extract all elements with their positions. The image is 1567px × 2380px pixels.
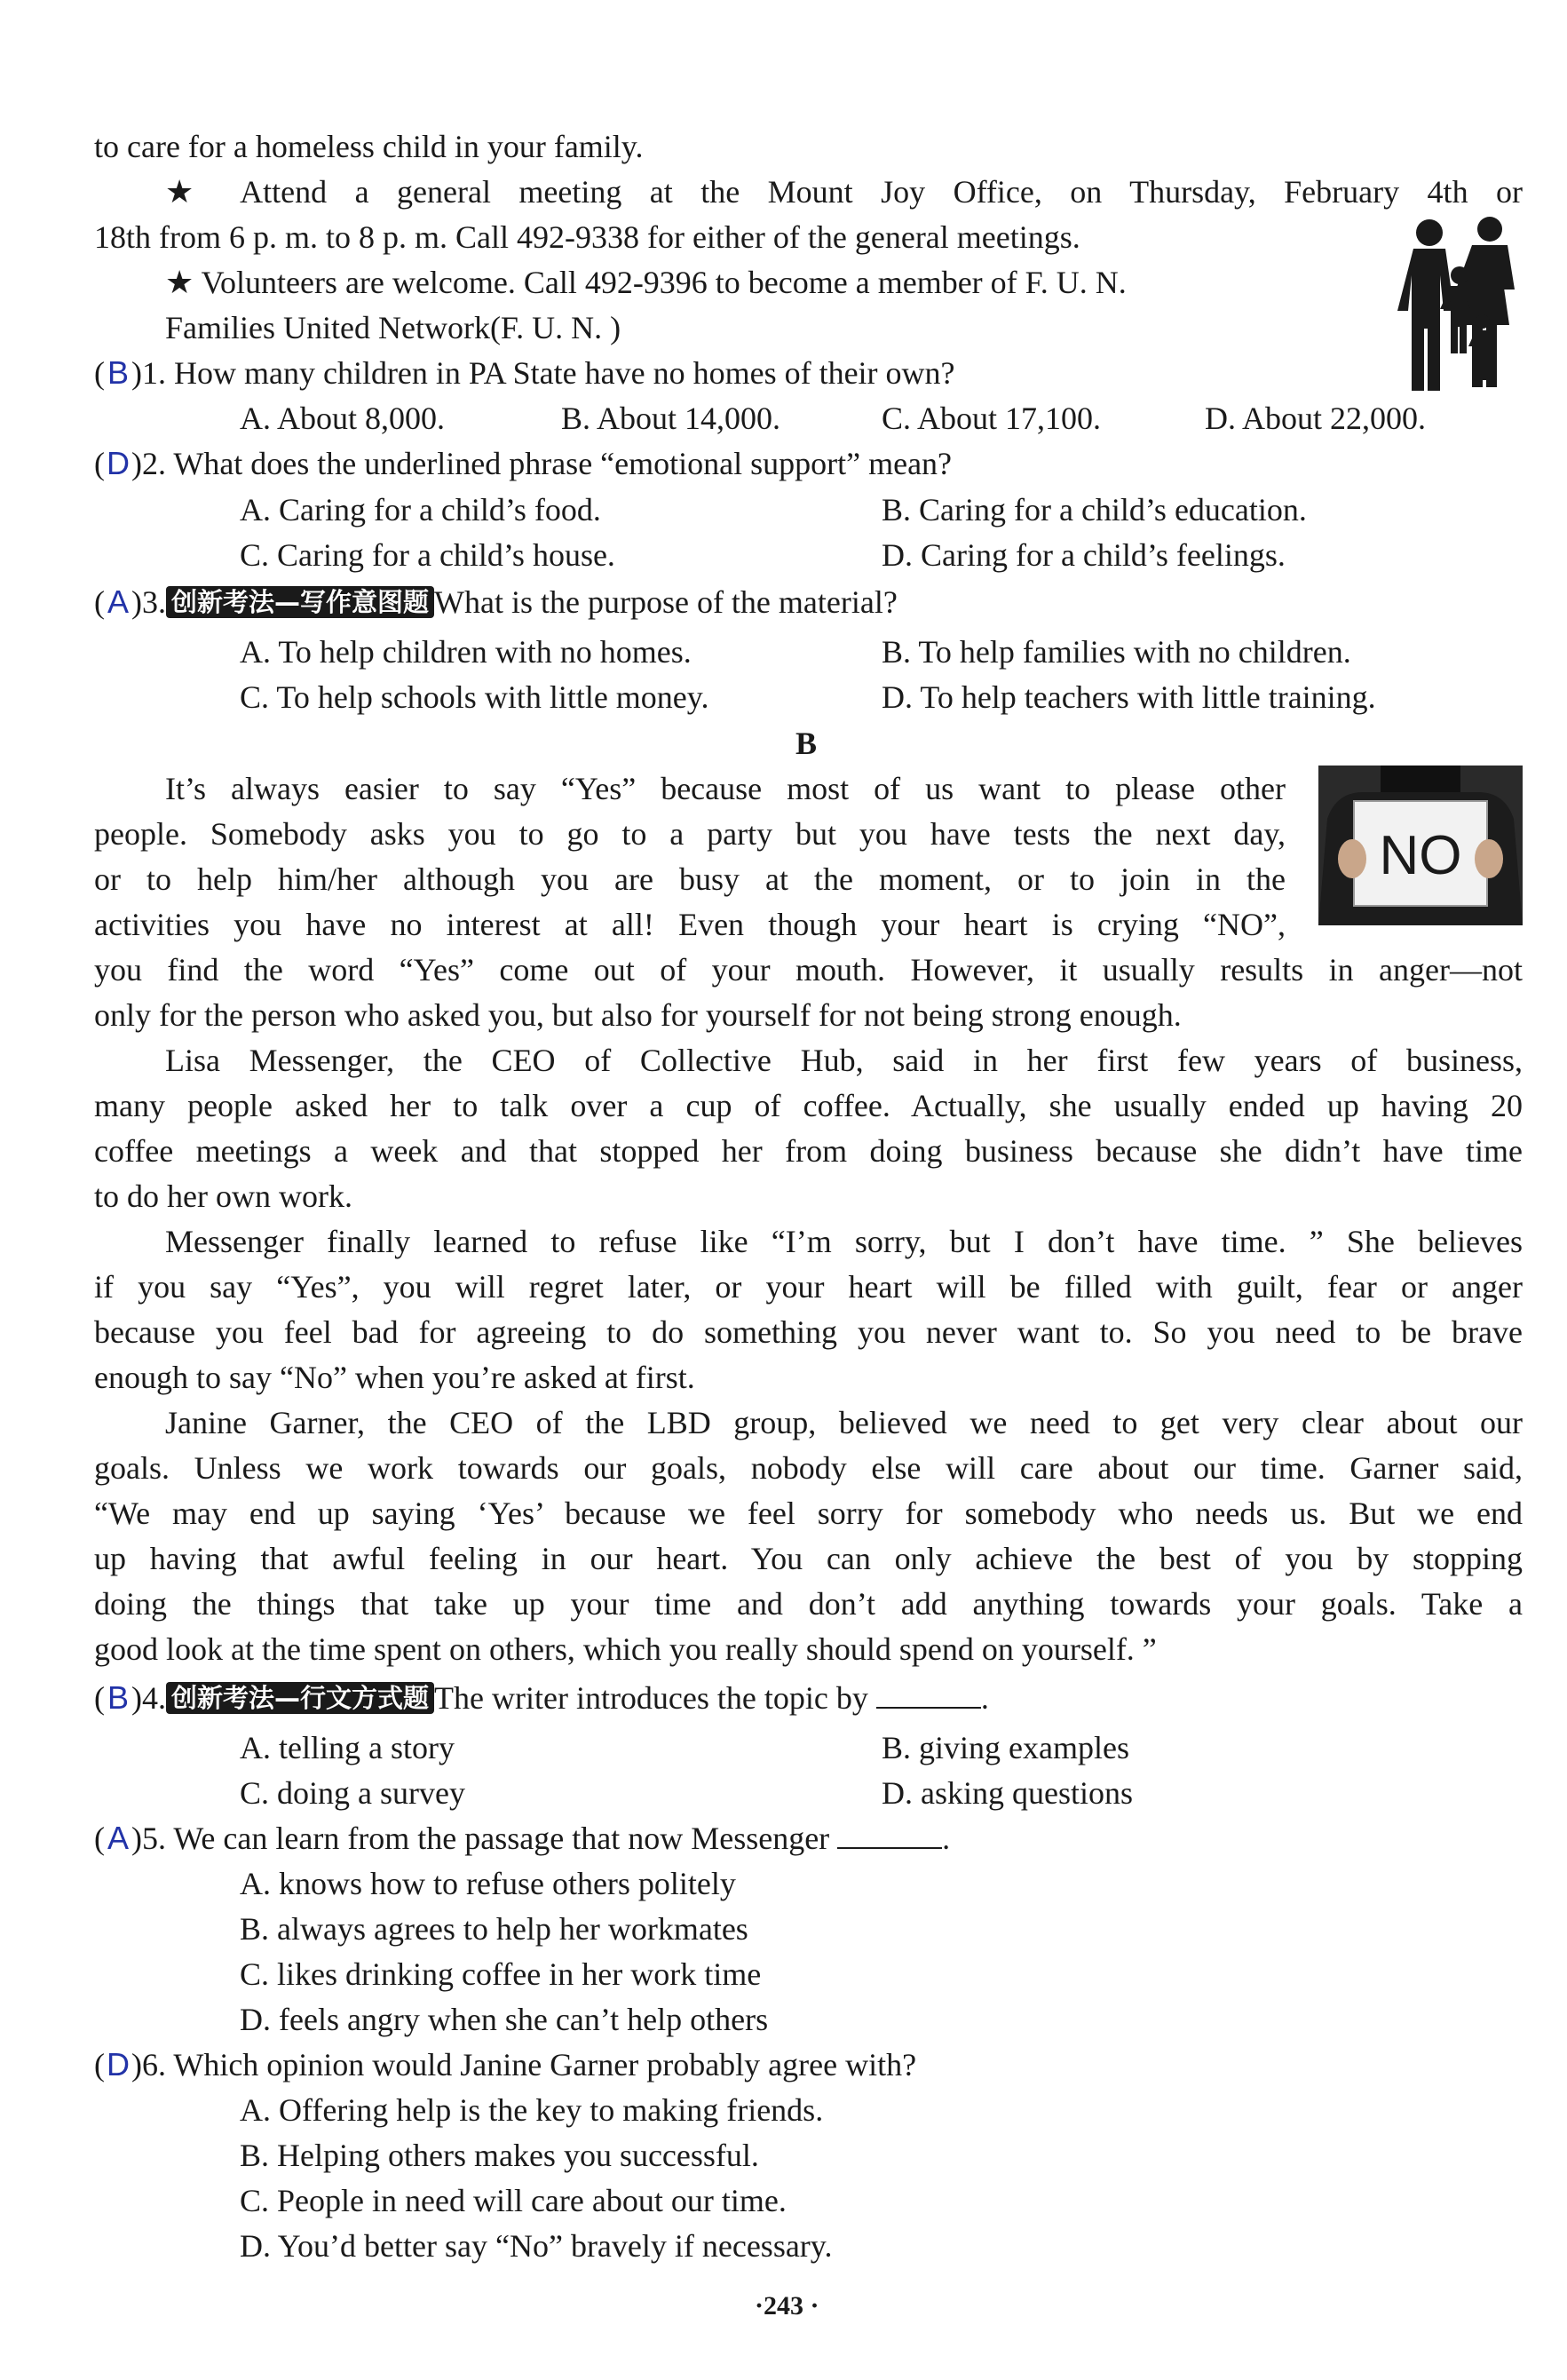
answer-blank: [876, 1680, 981, 1709]
option: D. Caring for a child’s feelings.: [882, 537, 1286, 573]
option: D. To help teachers with little training.: [882, 679, 1376, 715]
question-stem: )2. What does the underlined phrase “emotional support” mean?: [131, 446, 953, 481]
question-stem: The writer introduces the topic by: [434, 1680, 868, 1716]
option: C. likes drinking coffee in her work time: [240, 1956, 762, 1992]
passage-b-line: good look at the time spent on others, which you really should spend on yourself. ”: [94, 1631, 1157, 1667]
passage-b-line: It’s always easier to say “Yes” because most of us want to please other: [165, 771, 1286, 806]
question-stem: )5. We can learn from the passage that now Messenger: [131, 1821, 830, 1856]
passage-b-line: people. Somebody asks you to go to a party but you have tests the next day,: [94, 816, 1286, 852]
passage-b-line: doing the things that take up your time and don’t add anything towards your goals. Take a: [94, 1586, 1523, 1622]
passage-a-line: ★ Volunteers are welcome. Call 492-9396 to become a member of F. U. N.: [165, 265, 1127, 300]
option: A. Offering help is the key to making friends.: [240, 2092, 824, 2128]
passage-b-line: because you feel bad for agreeing to do something you never want to. So you need to be brave: [94, 1314, 1523, 1350]
answer-mark: B: [107, 354, 129, 391]
option: A. telling a story: [240, 1730, 455, 1765]
passage-b-line: or to help him/her although you are busy at the moment, or to join in the: [94, 861, 1286, 897]
option: A. knows how to refuse others politely: [240, 1866, 736, 1901]
option: A. To help children with no homes.: [240, 634, 692, 670]
question-6: (D)6. Which opinion would Janine Garner probably agree with?: [94, 2046, 917, 2082]
answer-mark: B: [107, 1679, 129, 1716]
answer-blank: [837, 1821, 942, 1849]
passage-b-line: you find the word “Yes” come out of your mouth. However, it usually results in anger—not: [94, 952, 1523, 988]
question-4: (B)4. 创新考法—行文方式题 The writer introduces the topic by .: [94, 1679, 989, 1716]
option: C. doing a survey: [240, 1775, 465, 1811]
passage-a-line: to care for a homeless child in your family.: [94, 129, 644, 164]
passage-b-line: only for the person who asked you, but also for yourself for not being strong enough.: [94, 997, 1182, 1033]
page-number: ·243 ·: [755, 2291, 819, 2320]
question-type-tag: 创新考法—写作意图题: [166, 586, 434, 618]
passage-a-line: Families United Network(F. U. N. ): [165, 310, 621, 345]
family-silhouette-image: [1394, 213, 1527, 400]
option: B. always agrees to help her workmates: [240, 1911, 748, 1947]
question-1: (B)1. How many children in PA State have no homes of their own?: [94, 354, 955, 391]
option: C. About 17,100.: [882, 401, 1102, 436]
option: A. Caring for a child’s food.: [240, 492, 601, 528]
answer-mark: A: [107, 583, 129, 620]
passage-b-line: Lisa Messenger, the CEO of Collective Hub, said in her first few years of business,: [165, 1043, 1523, 1078]
passage-b-line: up having that awful feeling in our heart. You can only achieve the best of you by stopping: [94, 1541, 1523, 1576]
passage-b-line: “We may end up saying ‘Yes’ because we feel sorry for somebody who needs us. But we end: [94, 1495, 1523, 1531]
option: C. To help schools with little money.: [240, 679, 709, 715]
passage-b-line: to do her own work.: [94, 1178, 352, 1214]
question-stem: )6. Which opinion would Janine Garner probably agree with?: [131, 2047, 917, 2082]
passage-b-line: goals. Unless we work towards our goals, nobody else will care about our time. Garner said,: [94, 1450, 1523, 1486]
passage-b-line: many people asked her to talk over a cup of coffee. Actually, she usually ended up having 20: [94, 1088, 1523, 1123]
passage-b-line: coffee meetings a week and that stopped her from doing business because she didn’t have time: [94, 1133, 1523, 1169]
question-5: (A)5. We can learn from the passage that now Messenger .: [94, 1820, 951, 1856]
no-sign-text: NO: [1379, 825, 1462, 886]
answer-mark: D: [107, 2046, 130, 2082]
answer-mark: D: [107, 445, 130, 481]
passage-b-line: Messenger finally learned to refuse like “I’m sorry, but I don’t have time. ” She believes: [165, 1224, 1523, 1259]
section-b-title: B: [795, 726, 818, 761]
passage-b-line: enough to say “No” when you’re asked at first.: [94, 1360, 695, 1395]
option: D. About 22,000.: [1205, 401, 1427, 436]
question-2: (D)2. What does the underlined phrase “emotional support” mean?: [94, 445, 953, 481]
option: D. asking questions: [882, 1775, 1133, 1811]
passage-a-line: ★ Attend a general meeting at the Mount Joy Office, on Thursday, February 4th or: [165, 174, 1523, 210]
option: B. To help families with no children.: [882, 634, 1351, 670]
option: C. Caring for a child’s house.: [240, 537, 615, 573]
option: B. giving examples: [882, 1730, 1129, 1765]
option: B. Helping others makes you successful.: [240, 2138, 759, 2173]
option: B. About 14,000.: [561, 401, 781, 436]
passage-b-line: if you say “Yes”, you will regret later, or your heart will be filled with guilt, fear or anger: [94, 1269, 1523, 1305]
passage-b-line: Janine Garner, the CEO of the LBD group, believed we need to get very clear about our: [165, 1405, 1523, 1440]
option: A. About 8,000.: [240, 401, 446, 436]
question-stem: What is the purpose of the material?: [434, 584, 898, 620]
question-type-tag: 创新考法—行文方式题: [166, 1682, 434, 1714]
option: D. feels angry when she can’t help others: [240, 2002, 769, 2037]
question-3: (A)3. 创新考法—写作意图题 What is the purpose of the material?: [94, 583, 898, 620]
no-sign-image: [1318, 766, 1523, 925]
passage-b-line: activities you have no interest at all! Even though your heart is crying “NO”,: [94, 907, 1286, 942]
option: C. People in need will care about our time.: [240, 2183, 787, 2218]
passage-a-line: 18th from 6 p. m. to 8 p. m. Call 492-9338 for either of the general meetings.: [94, 219, 1080, 255]
option: B. Caring for a child’s education.: [882, 492, 1307, 528]
option: D. You’d better say “No” bravely if necessary.: [240, 2228, 833, 2264]
question-stem: )1. How many children in PA State have no homes of their own?: [131, 355, 955, 391]
answer-mark: A: [107, 1820, 129, 1856]
